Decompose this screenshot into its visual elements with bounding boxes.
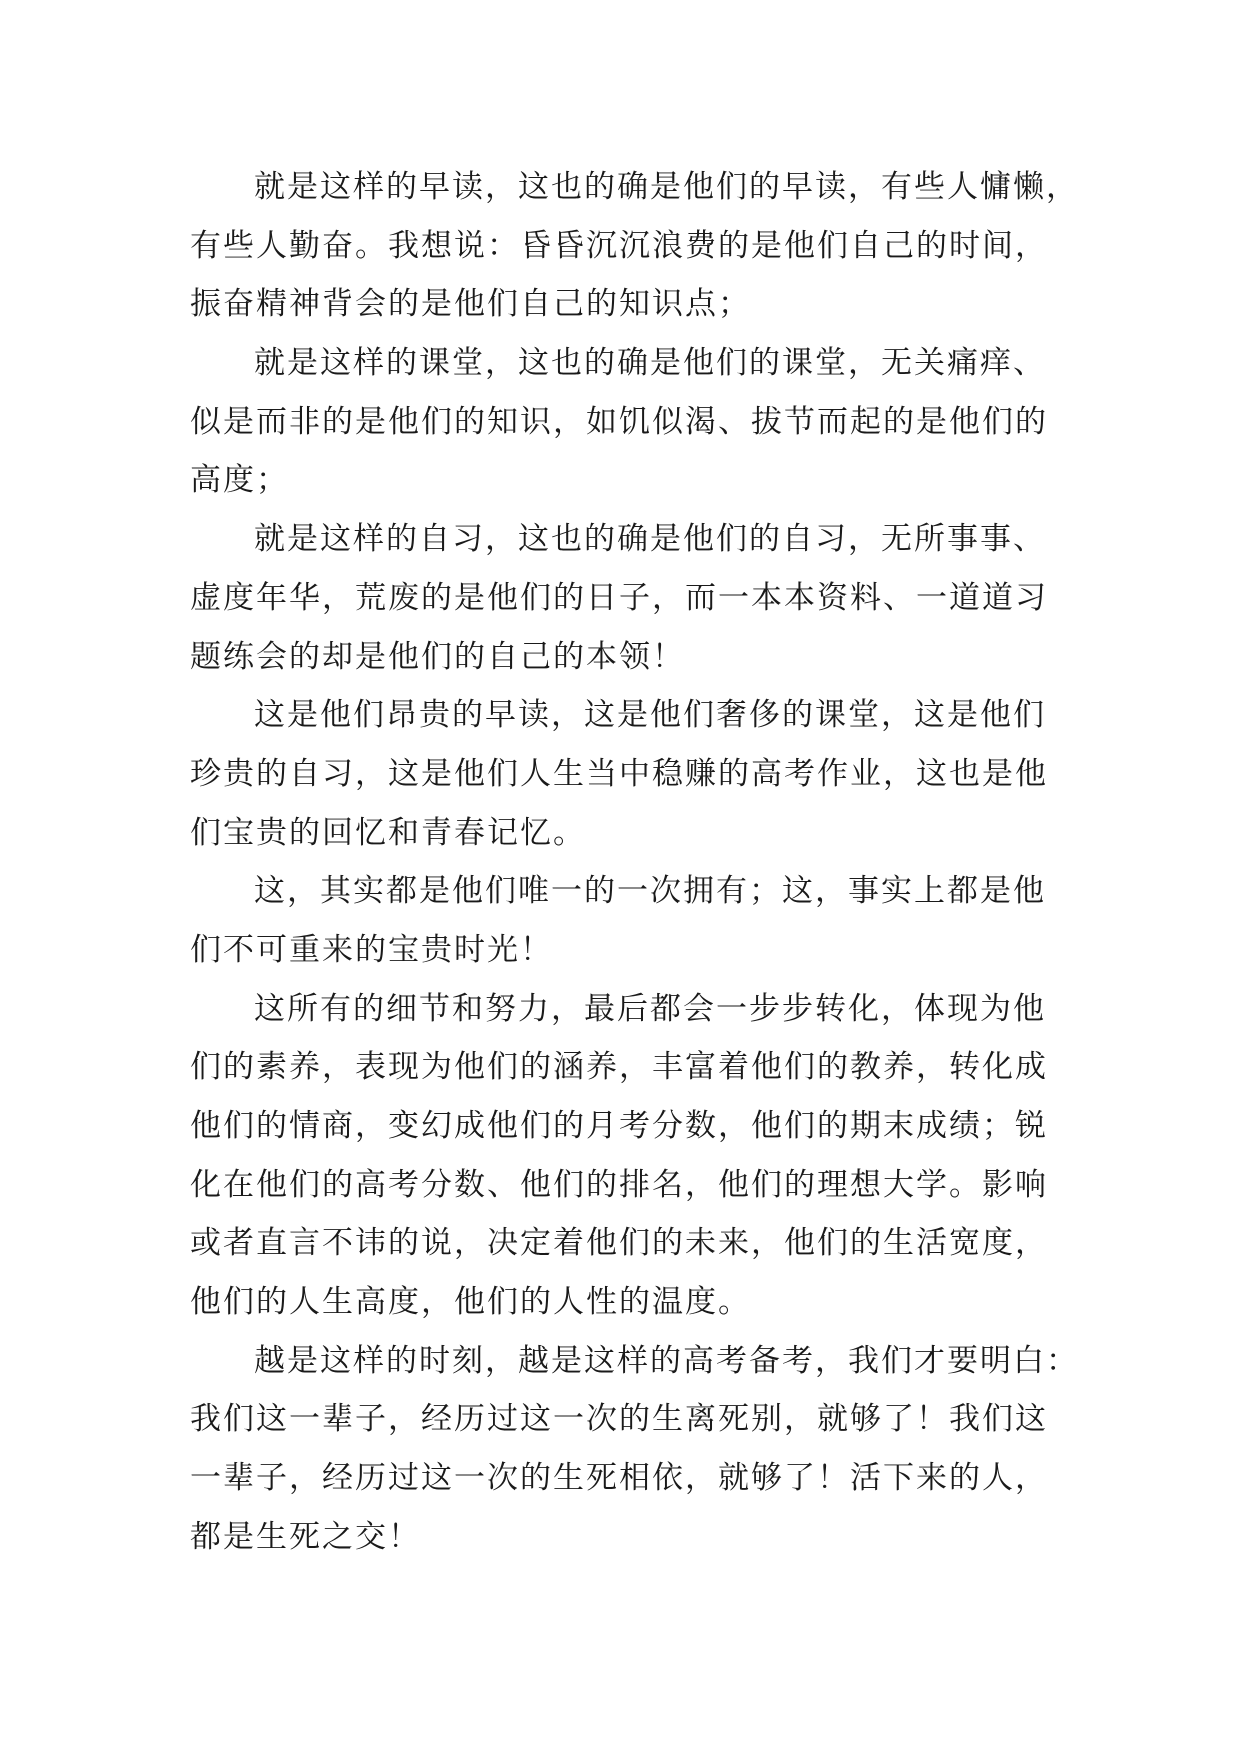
text-line: 珍贵的自习，这是他们人生当中稳赚的高考作业，这也是他 [190, 755, 1048, 792]
text-line: 这所有的细节和努力，最后都会一步步转化，体现为他 [254, 990, 1046, 1027]
text-line: 一辈子，经历过这一次的生死相依，就够了！活下来的人， [190, 1460, 1048, 1497]
text-line: 就是这样的早读，这也的确是他们的早读，有些人慵懒， [254, 169, 1079, 205]
text-line: 虚度年华，荒废的是他们的日子，而一本本资料、一道道习 [190, 579, 1048, 616]
document-body [190, 158, 1079, 1567]
paragraph-3 [190, 510, 1070, 686]
text-line: 我们这一辈子，经历过这一次的生离死别，就够了！我们这 [190, 1401, 1048, 1438]
text-line: 这是他们昂贵的早读，这是他们奢侈的课堂，这是他们 [254, 697, 1046, 734]
text-line: 就是这样的自习，这也的确是他们的自习，无所事事、 [254, 521, 1046, 558]
paragraph-4 [190, 686, 1070, 862]
text-line: 有些人勤奋。我想说：昏昏沉沉浪费的是他们自己的时间， [190, 227, 1048, 264]
paragraph-1 [190, 158, 1079, 334]
text-line: 似是而非的是他们的知识，如饥似渴、拔节而起的是他们的 [190, 403, 1048, 440]
text-line: 们的素养，表现为他们的涵养，丰富着他们的教养，转化成 [190, 1049, 1048, 1086]
text-line: 他们的情商，变幻成他们的月考分数，他们的期末成绩；锐 [190, 1108, 1048, 1144]
paragraph-2 [190, 334, 1070, 510]
text-line: 们宝贵的回忆和青春记忆。 [190, 814, 586, 851]
text-line: 这，其实都是他们唯一的一次拥有；这，事实上都是他 [254, 873, 1046, 910]
text-line: 高度； [190, 462, 289, 499]
text-line: 或者直言不讳的说，决定着他们的未来，他们的生活宽度， [190, 1225, 1048, 1262]
text-line: 化在他们的高考分数、他们的排名，他们的理想大学。影响 [190, 1166, 1048, 1203]
text-line: 题练会的却是他们的自己的本领！ [190, 638, 685, 675]
paragraph-5 [190, 862, 1070, 979]
text-line: 振奋精神背会的是他们自己的知识点； [190, 286, 751, 323]
text-line: 他们的人生高度，他们的人性的温度。 [190, 1284, 751, 1321]
paragraph-6 [190, 980, 1070, 1332]
paragraph-7 [190, 1332, 1079, 1567]
text-line: 越是这样的时刻，越是这样的高考备考，我们才要明白： [254, 1342, 1079, 1379]
text-line: 就是这样的课堂，这也的确是他们的课堂，无关痛痒、 [254, 345, 1046, 382]
text-line: 们不可重来的宝贵时光！ [190, 931, 553, 968]
text-line: 都是生死之交！ [190, 1518, 421, 1555]
